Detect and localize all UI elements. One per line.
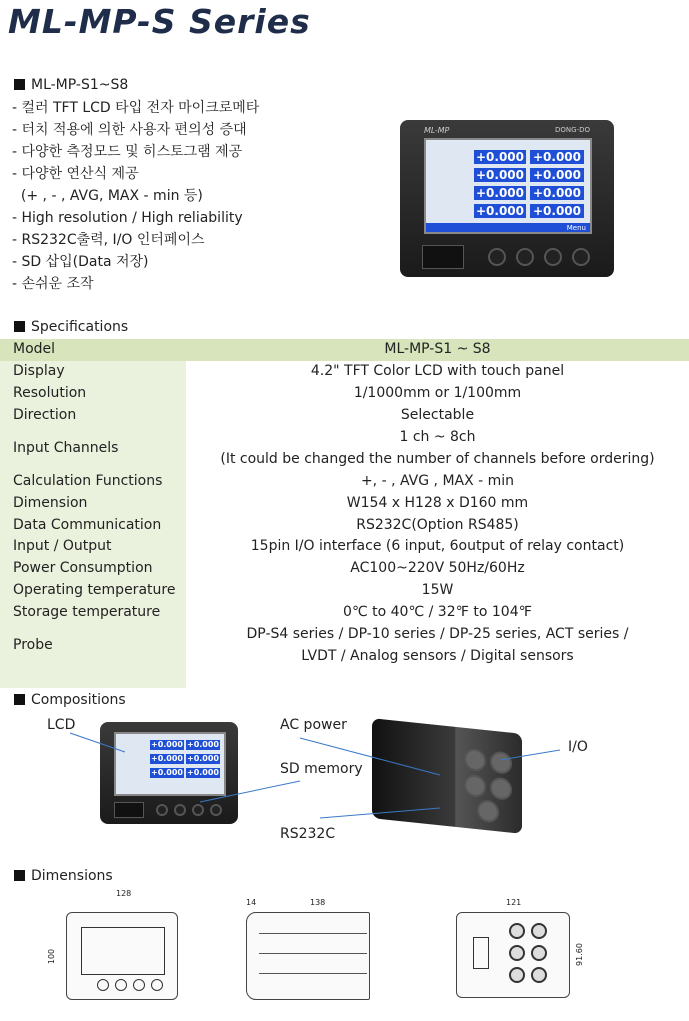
label-ac-power: AC power bbox=[280, 717, 347, 733]
label-sd-memory: SD memory bbox=[280, 761, 363, 777]
label-lcd: LCD bbox=[47, 717, 76, 733]
label-rs232c: RS232C bbox=[280, 826, 336, 842]
feature-item: - 터치 적용에 의한 사용자 편의성 증대 bbox=[12, 122, 247, 138]
lcd-screen: +0.000 +0.000 +0.000 +0.000 +0.000 +0.000 +0.000 +0.000 Menu bbox=[424, 138, 592, 234]
spec-heading: Specifications bbox=[14, 319, 128, 335]
device-photo: ML-MP DONG-DO +0.000 +0.000 +0.000 +0.000 +0.000 +0.000 +0.000 +0.000 Menu bbox=[400, 120, 614, 277]
compositions-heading: Compositions bbox=[14, 692, 126, 708]
device-front-photo: +0.000 +0.000 +0.000 +0.000 +0.000 +0.000 bbox=[100, 722, 238, 824]
dimensions-heading: Dimensions bbox=[14, 868, 113, 884]
feature-item: - 다양한 측정모드 및 히스토그램 제공 bbox=[12, 144, 243, 160]
page-title: ML-MP-S Series bbox=[8, 2, 311, 41]
label-io: I/O bbox=[568, 739, 588, 755]
dimension-front-view bbox=[66, 912, 178, 1000]
feature-item: - 손쉬운 조작 bbox=[12, 276, 94, 292]
dimension-side-view bbox=[246, 912, 370, 1000]
features-heading: ML-MP-S1~S8 bbox=[14, 77, 128, 93]
feature-item: - SD 삽입(Data 저장) bbox=[12, 254, 149, 270]
feature-item: (+ , - , AVG, MAX - min 등) bbox=[12, 188, 203, 204]
feature-item: - High resolution / High reliability bbox=[12, 210, 243, 226]
feature-item: - 다양한 연산식 제공 bbox=[12, 166, 139, 182]
spec-header-row: Model ML-MP-S1 ~ S8 bbox=[0, 339, 689, 361]
feature-item: - 컬러 TFT LCD 타입 전자 마이크로메타 bbox=[12, 100, 260, 116]
bullet-square-icon bbox=[14, 870, 25, 881]
dimension-rear-view bbox=[456, 912, 570, 998]
feature-item: - RS232C출력, I/O 인터페이스 bbox=[12, 232, 205, 248]
